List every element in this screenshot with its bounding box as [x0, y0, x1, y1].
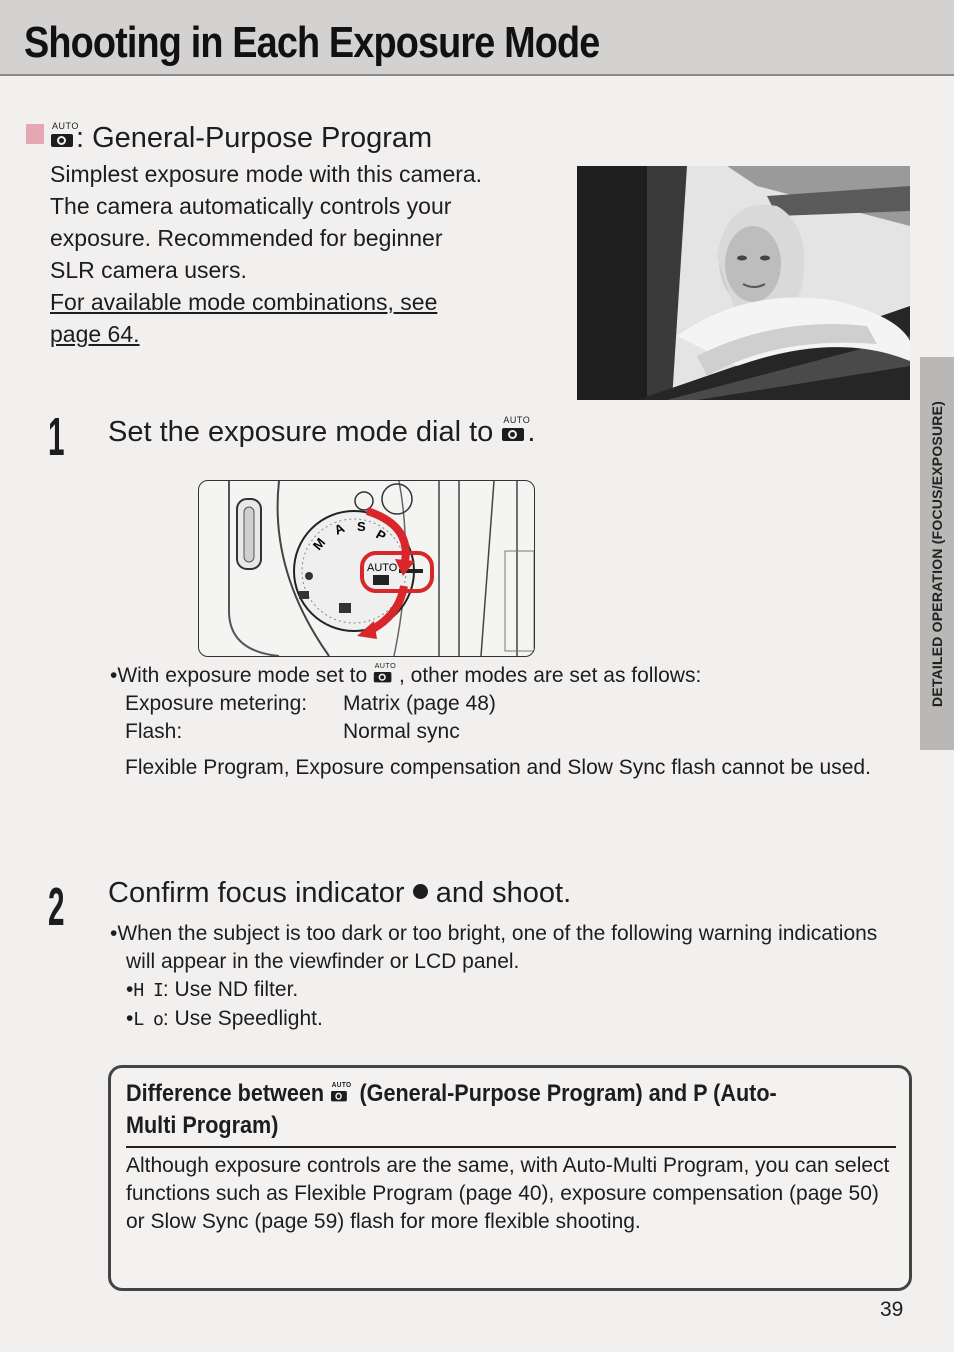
- setting-row: [125, 690, 910, 718]
- dial-auto-label: AUTO: [367, 562, 398, 574]
- intro-line: SLR camera users.: [50, 257, 247, 283]
- note-title: [126, 1078, 819, 1142]
- step-2-bullet: • When the subject is too dark or too bright, one of the following warning indications will appear in the viewfinder or LCD panel.: [110, 920, 900, 976]
- page-title: Shooting in Each Exposure Mode: [24, 18, 600, 67]
- setting-label: Exposure metering:: [125, 692, 308, 715]
- side-tab-label: DETAILED OPERATION (FOCUS/EXPOSURE): [929, 400, 945, 707]
- auto-mode-icon: AUTO: [330, 1084, 349, 1103]
- note-divider: [126, 1146, 896, 1148]
- mode-dial-illustration: [198, 480, 535, 657]
- dial-label-m: M: [309, 534, 329, 553]
- sample-photo: [577, 166, 910, 400]
- focus-indicator-icon: [413, 884, 428, 899]
- page-link[interactable]: page 64.: [50, 321, 140, 347]
- auto-mode-icon: AUTO: [373, 665, 394, 684]
- intro-line: exposure. Recommended for beginner: [50, 225, 443, 251]
- intro-line: Simplest exposure mode with this camera.: [50, 161, 483, 187]
- setting-row: [125, 718, 910, 746]
- difference-note: [108, 1065, 912, 1291]
- warning-text: : Use Speedlight.: [162, 1007, 323, 1030]
- step-1-heading: [108, 416, 535, 449]
- step-1-details: [110, 660, 910, 782]
- step-1-restriction: Flexible Program, Exposure compensation and Slow Sync flash cannot be used.: [125, 756, 871, 779]
- section-heading: [50, 122, 432, 155]
- auto-mode-icon: AUTO: [501, 419, 527, 443]
- warning-text: : Use ND filter.: [162, 978, 299, 1001]
- note-text: Although exposure controls are the same, with Auto-Multi Program, you can select functions such as Flexible Program (page 40), exposure compensation (page 50) or Slow Sync (page 59) flash for more flexible shooting.: [126, 1154, 890, 1233]
- mode-dial-drawing: [199, 481, 534, 656]
- title-bar: [0, 0, 954, 76]
- step-1-number: 1: [48, 407, 65, 467]
- setting-value: Normal sync: [343, 720, 460, 743]
- dial-label-s: S: [357, 519, 366, 534]
- step-2-details: [110, 920, 900, 1034]
- dial-label-a: A: [331, 520, 347, 538]
- section-side-tab: [920, 357, 954, 750]
- step-1-bullet-tail: , other modes are set as follows:: [399, 664, 702, 687]
- page-link[interactable]: For available mode combinations, see: [50, 289, 438, 315]
- warning-item: [110, 976, 900, 1005]
- dial-label-p: P: [373, 526, 389, 544]
- warning-code: H I: [133, 980, 163, 1001]
- step-1-bullet-text: • With exposure mode set to: [110, 664, 367, 687]
- warning-item: [110, 1005, 900, 1034]
- setting-value: Matrix (page 48): [343, 692, 496, 715]
- intro-line: The camera automatically controls your: [50, 193, 452, 219]
- note-title-text: Difference between: [126, 1080, 325, 1107]
- intro-paragraph: [50, 158, 570, 350]
- step-2-heading: [108, 877, 571, 910]
- note-title-tail: (General-Purpose Program) and P (Auto-Multi Program): [126, 1080, 777, 1139]
- step-2-heading-text: Confirm focus indicator: [108, 877, 405, 909]
- page-number: 39: [880, 1298, 904, 1321]
- auto-mode-icon: AUTO: [50, 125, 76, 149]
- step-2-number: 2: [48, 877, 65, 937]
- warning-code: L o: [133, 1009, 163, 1030]
- step-2-heading-tail: and shoot.: [435, 877, 572, 909]
- step-1-bullet: [110, 660, 910, 690]
- section-heading-text: : General-Purpose Program: [76, 122, 433, 154]
- step-1-heading-period: .: [527, 416, 536, 448]
- setting-label: Flash:: [125, 720, 183, 743]
- section-marker: [26, 124, 44, 144]
- step-1-heading-text: Set the exposure mode dial to: [108, 416, 494, 448]
- sample-photo-illustration: [577, 166, 910, 400]
